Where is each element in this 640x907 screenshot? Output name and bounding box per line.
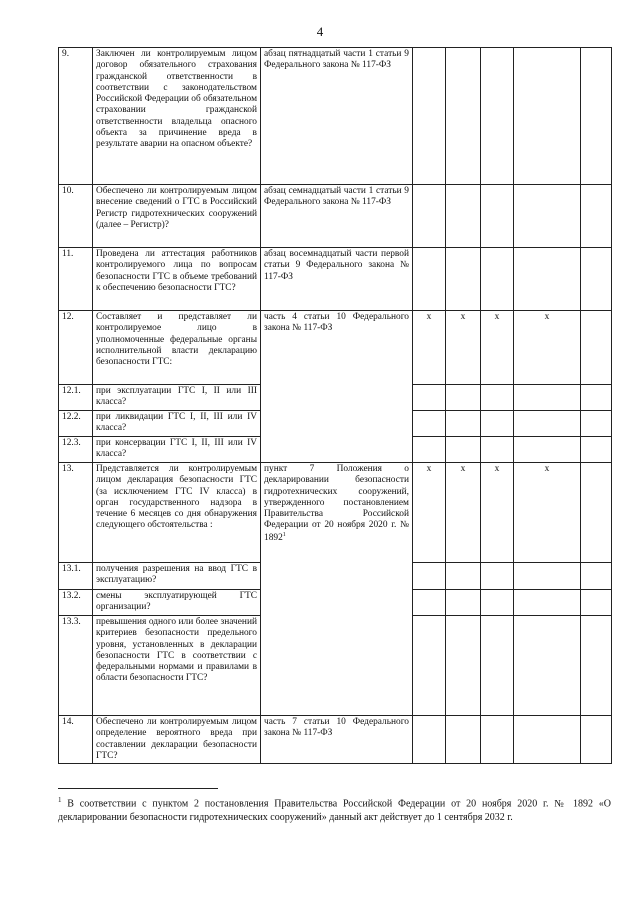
table-row: [59, 716, 612, 764]
table-row: [59, 48, 612, 185]
row-number: 13.2.: [59, 590, 93, 616]
row-question: получения разрешения на ввод ГТС в эксплуатацию?: [93, 563, 261, 590]
mark-cell: [514, 437, 581, 463]
row-reference: [261, 48, 413, 185]
mark-cell: [446, 248, 481, 311]
row-question: Проведена ли аттестация работников контролируемого лица по вопросам безопасности ГТС в объеме требований к обеспечению безопасности ГТС?: [93, 248, 261, 311]
mark-cell: [481, 437, 514, 463]
note-cell: [581, 385, 612, 411]
mark-cell: [514, 248, 581, 311]
row-number: 12.2.: [59, 411, 93, 437]
note-cell: [581, 616, 612, 716]
row-reference: [261, 716, 413, 764]
row-number: 11.: [59, 248, 93, 311]
note-cell: [581, 437, 612, 463]
reference-text: абзац семнадцатый части 1 статьи 9 Федерального закона № 117-ФЗ: [264, 186, 409, 208]
note-cell: [581, 563, 612, 590]
mark-cell: х: [514, 463, 581, 563]
row-number: 13.: [59, 463, 93, 563]
mark-cell: [413, 590, 446, 616]
note-cell: [581, 463, 612, 563]
mark-cell: [413, 248, 446, 311]
mark-cell: [481, 248, 514, 311]
row-number: 12.1.: [59, 385, 93, 411]
note-cell: [581, 411, 612, 437]
mark-cell: [514, 385, 581, 411]
row-reference: [261, 311, 413, 463]
mark-cell: [413, 716, 446, 764]
mark-cell: х: [446, 311, 481, 385]
table-row: [59, 311, 612, 385]
mark-cell: [446, 385, 481, 411]
mark-cell: [413, 185, 446, 248]
mark-cell: [514, 616, 581, 716]
mark-cell: х: [413, 311, 446, 385]
table-row: [59, 185, 612, 248]
row-question: смены эксплуатирующей ГТС организации?: [93, 590, 261, 616]
mark-cell: [446, 716, 481, 764]
mark-cell: [413, 385, 446, 411]
mark-cell: [514, 185, 581, 248]
checklist-table: [58, 47, 612, 764]
table-row: [59, 248, 612, 311]
table-row: [59, 463, 612, 563]
mark-cell: х: [413, 463, 446, 563]
row-question: Составляет и представляет ли контролируемое лицо в уполномоченные федеральные органы исполнительной власти декларацию безопасности ГТС:: [93, 311, 261, 385]
mark-cell: [446, 616, 481, 716]
reference-text: абзац восемнадцатый части первой статьи 9 Федерального закона № 117-ФЗ: [264, 249, 409, 282]
row-number: 13.1.: [59, 563, 93, 590]
mark-cell: [481, 385, 514, 411]
row-question: при эксплуатации ГТС I, II или III класса?: [93, 385, 261, 411]
mark-cell: [413, 437, 446, 463]
reference-text: часть 7 статьи 10 Федерального закона № 117-ФЗ: [264, 717, 409, 739]
row-reference: [261, 185, 413, 248]
mark-cell: [481, 563, 514, 590]
footnote: [58, 796, 611, 824]
mark-cell: х: [514, 311, 581, 385]
mark-cell: [413, 563, 446, 590]
row-number: 12.3.: [59, 437, 93, 463]
row-reference: [261, 463, 413, 716]
mark-cell: [514, 411, 581, 437]
note-cell: [581, 311, 612, 385]
row-question: Представляется ли контролируемым лицом декларация безопасности ГТС (за исключением ГТС IV класса) в орган государственного надзора в течение 6 месяцев со дня обнаружения следующего обстоятельства :: [93, 463, 261, 563]
reference-text: абзац пятнадцатый части 1 статьи 9 Федерального закона № 117-ФЗ: [264, 49, 409, 71]
reference-text: пункт 7 Положения о декларировании безопасности гидротехнических сооружений, утвержденного постановлением Правительства Российской Федерации от 20 ноября 2020 г. № 1892: [264, 464, 409, 543]
mark-cell: [481, 48, 514, 185]
mark-cell: [413, 48, 446, 185]
row-question: превышения одного или более значений критериев безопасности предельного уровня, установленных в декларации безопасности ГТС в соответствии с федеральными нормами и правилами в области безопасности ГТС?: [93, 616, 261, 716]
mark-cell: [413, 616, 446, 716]
mark-cell: х: [481, 311, 514, 385]
footnote-separator: [58, 788, 218, 789]
row-question: при консервации ГТС I, II, III или IV класса?: [93, 437, 261, 463]
row-question: Обеспечено ли контролируемым лицом определение вероятного вреда при составлении декларации безопасности ГТС?: [93, 716, 261, 764]
mark-cell: [481, 716, 514, 764]
mark-cell: [446, 48, 481, 185]
mark-cell: [446, 563, 481, 590]
mark-cell: [413, 411, 446, 437]
mark-cell: [446, 437, 481, 463]
mark-cell: х: [446, 463, 481, 563]
mark-cell: [446, 411, 481, 437]
mark-cell: [481, 616, 514, 716]
footnote-marker: 1: [58, 796, 62, 804]
row-number: 14.: [59, 716, 93, 764]
mark-cell: [514, 590, 581, 616]
note-cell: [581, 185, 612, 248]
row-reference: [261, 248, 413, 311]
reference-text: часть 4 статьи 10 Федерального закона № 117-ФЗ: [264, 312, 409, 334]
row-question: при ликвидации ГТС I, II, III или IV класса?: [93, 411, 261, 437]
footnote-text: В соответствии с пунктом 2 постановления Правительства Российской Федерации от 20 ноября 2020 г. № 1892 «О декларировании безопасности гидротехнических сооружений» данный акт действует до 1 сентября 2032 г.: [58, 798, 611, 823]
mark-cell: [481, 590, 514, 616]
mark-cell: х: [481, 463, 514, 563]
row-question: Обеспечено ли контролируемым лицом внесение сведений о ГТС в Российский Регистр гидротехнических сооружений (далее – Регистр)?: [93, 185, 261, 248]
mark-cell: [514, 563, 581, 590]
mark-cell: [514, 716, 581, 764]
mark-cell: [446, 590, 481, 616]
mark-cell: [481, 185, 514, 248]
note-cell: [581, 590, 612, 616]
note-cell: [581, 48, 612, 185]
note-cell: [581, 248, 612, 311]
mark-cell: [514, 48, 581, 185]
row-number: 12.: [59, 311, 93, 385]
mark-cell: [481, 411, 514, 437]
row-number: 13.3.: [59, 616, 93, 716]
page-number: 4: [316, 24, 324, 39]
mark-cell: [446, 185, 481, 248]
row-number: 9.: [59, 48, 93, 185]
row-number: 10.: [59, 185, 93, 248]
footnote-ref-marker: 1: [282, 531, 286, 538]
note-cell: [581, 716, 612, 764]
row-question: Заключен ли контролируемым лицом договор обязательного страхования гражданской ответственности в соответствии с законодательством Российской Федерации об обязательном страховании гражданской ответственности владельца опасного объекта за причинение вреда в результате аварии на опасном объекте?: [93, 48, 261, 185]
